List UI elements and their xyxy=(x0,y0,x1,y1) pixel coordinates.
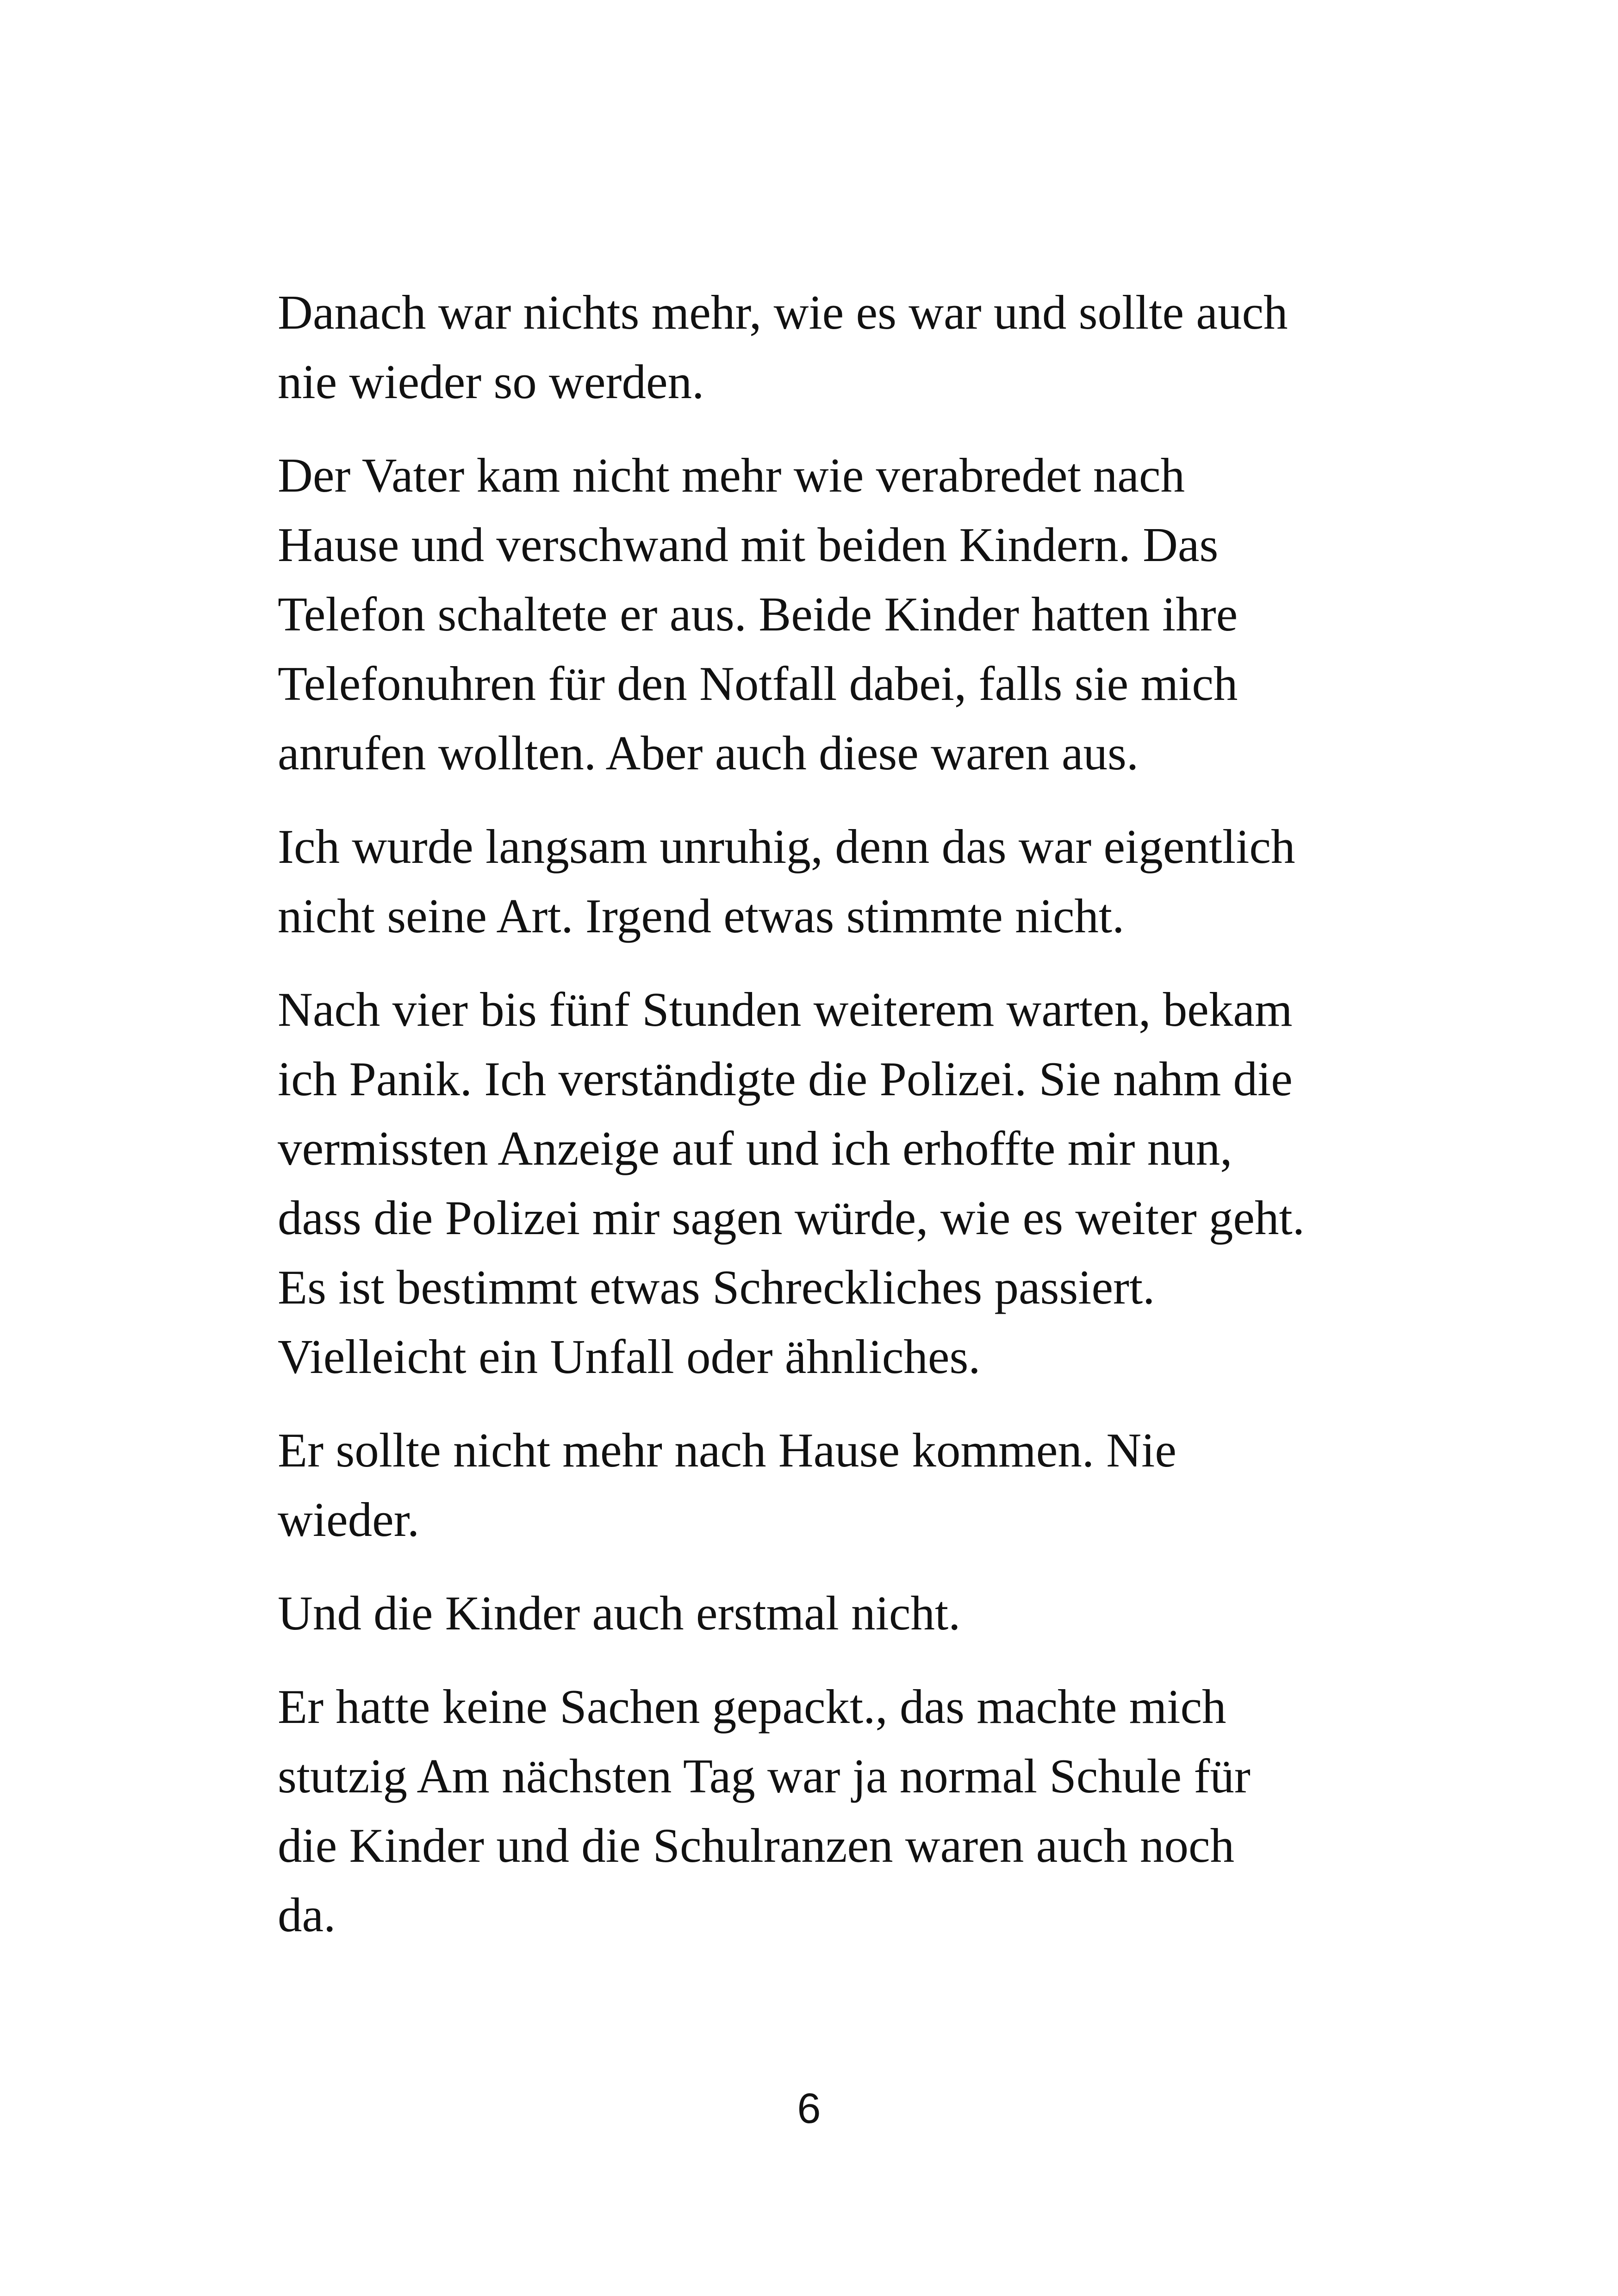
paragraph-1 xyxy=(278,278,1388,417)
text-line: nie wieder so werden. xyxy=(278,355,704,409)
paragraph-3 xyxy=(278,812,1388,951)
text-line: nicht seine Art. Irgend etwas stimmte nicht. xyxy=(278,889,1125,943)
text-line: wieder. xyxy=(278,1492,420,1547)
text-line: Der Vater kam nicht mehr wie verabredet nach xyxy=(278,448,1185,502)
text-line: vermissten Anzeige auf und ich erhoffte mir nun, xyxy=(278,1121,1232,1175)
paragraph-6 xyxy=(278,1578,1388,1648)
text-line: Und die Kinder auch erstmal nicht. xyxy=(278,1586,961,1640)
text-line: Ich wurde langsam unruhig, denn das war eigentlich xyxy=(278,819,1295,873)
page-number: 6 xyxy=(797,2085,821,2132)
paragraph-4 xyxy=(278,975,1388,1391)
text-line: Danach war nichts mehr, wie es war und sollte auch xyxy=(278,285,1288,339)
text-line: Nach vier bis fünf Stunden weiterem warten, bekam xyxy=(278,982,1293,1036)
text-line: Er hatte keine Sachen gepackt., das machte mich xyxy=(278,1679,1226,1734)
text-line: Es ist bestimmt etwas Schreckliches passiert. xyxy=(278,1260,1155,1314)
text-line: anrufen wollten. Aber auch diese waren aus. xyxy=(278,726,1139,780)
body-text xyxy=(278,278,1388,1974)
text-line: stutzig Am nächsten Tag war ja normal Schule für xyxy=(278,1749,1251,1803)
text-line: Telefonuhren für den Notfall dabei, falls sie mich xyxy=(278,656,1238,711)
text-line: Telefon schaltete er aus. Beide Kinder hatten ihre xyxy=(278,587,1238,641)
paragraph-2 xyxy=(278,441,1388,788)
text-line: da. xyxy=(278,1888,336,1942)
text-line: dass die Polizei mir sagen würde, wie es weiter geht. xyxy=(278,1191,1305,1245)
text-line: die Kinder und die Schulranzen waren auch noch xyxy=(278,1818,1235,1872)
text-line: Vielleicht ein Unfall oder ähnliches. xyxy=(278,1329,981,1384)
paragraph-5 xyxy=(278,1416,1388,1554)
text-line: Hause und verschwand mit beiden Kindern. Das xyxy=(278,518,1219,572)
paragraph-7 xyxy=(278,1672,1388,1950)
text-line: Er sollte nicht mehr nach Hause kommen. Nie xyxy=(278,1423,1176,1477)
text-line: ich Panik. Ich verständigte die Polizei. Sie nahm die xyxy=(278,1052,1293,1106)
